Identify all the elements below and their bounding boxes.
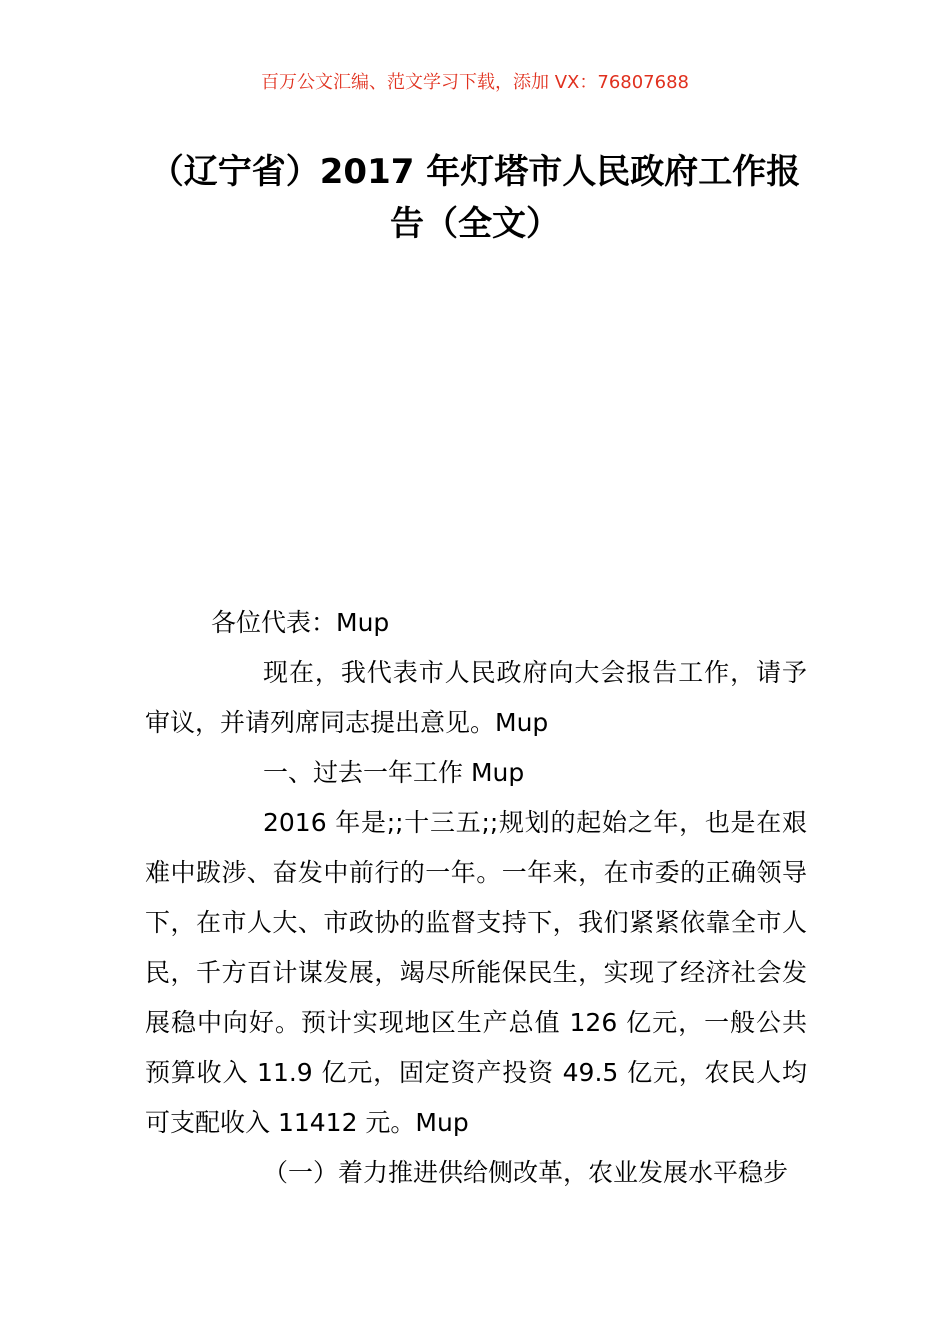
header-watermark-note: 百万公文汇编、范文学习下载，添加 VX：76807688 — [261, 72, 689, 93]
subsection-heading-1: （一）着力推进供给侧改革，农业发展水平稳步 — [263, 1158, 789, 1187]
intro-paragraph: 现在，我代表市人民政府向大会报告工作，请予审议，并请列席同志提出意见。Mup — [145, 658, 807, 737]
section-heading-1: 一、过去一年工作 Mup — [263, 758, 525, 787]
document-body — [145, 598, 807, 1198]
summary-paragraph: 2016 年是;;十三五;;规划的起始之年，也是在艰难中跋涉、奋发中前行的一年。一年来，在市委的正确领导下，在市人大、市政协的监督支持下，我们紧紧依靠全市人民，千方百计谋发展，竭尽所能保民生，实现了经济社会发展稳中向好。预计实现地区生产总值 126 亿元，一般公共预算收入 11.9 亿元，固定资产投资 49.5 亿元，农民人均可支配收入 11412 元。Mup — [145, 808, 807, 1137]
salutation-paragraph: 各位代表：Mup — [211, 608, 390, 637]
document-title: （辽宁省）2017 年灯塔市人民政府工作报告（全文） — [149, 152, 801, 244]
